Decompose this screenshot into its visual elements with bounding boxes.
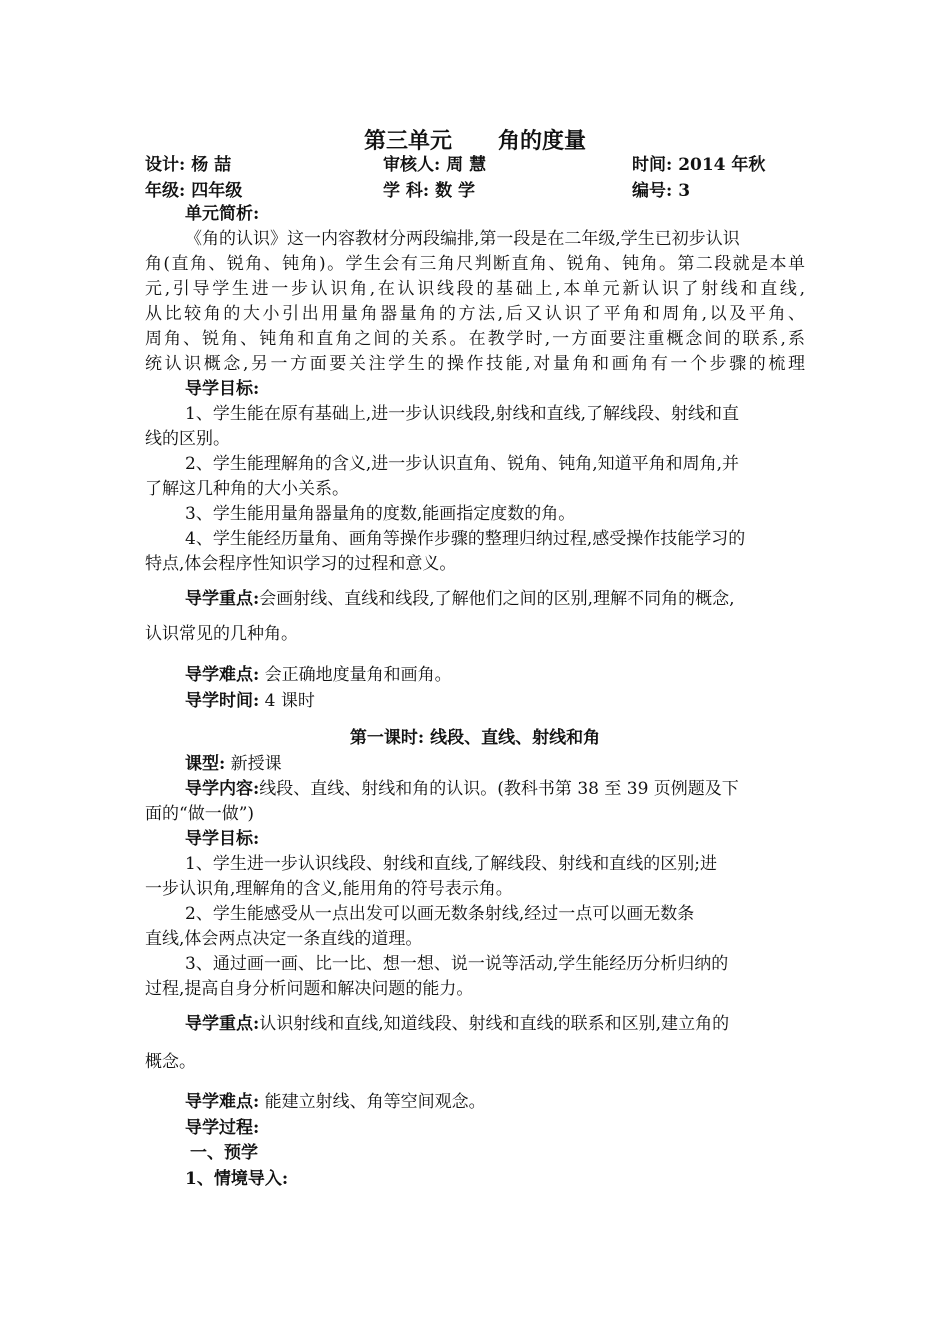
lesson-key bbox=[185, 1012, 729, 1036]
lesson-goal-line: 过程,提高自身分析问题和解决问题的能力。 bbox=[145, 979, 474, 999]
lesson-key-text-cont: 概念。 bbox=[145, 1052, 196, 1072]
unit-line: 角(直角、锐角、钝角)。学生会有三角尺判断直角、锐角、钝角。第二段就是本单 bbox=[145, 254, 805, 274]
time: 时间: 2014 年秋 bbox=[632, 155, 766, 175]
process-heading: 导学过程: bbox=[185, 1118, 260, 1138]
process-step-preview: 一、预学 bbox=[190, 1143, 258, 1163]
unit-line: 元,引导学生进一步认识角,在认识线段的基础上,本单元新认识了射线和直线, bbox=[145, 279, 805, 299]
unit-line: 周角、锐角、钝角和直角之间的关系。在教学时,一方面要注重概念间的联系,系 bbox=[145, 329, 805, 349]
lesson-title: 第一课时: 线段、直线、射线和角 bbox=[349, 728, 601, 748]
page-title: 第三单元 角的度量 bbox=[364, 128, 586, 154]
difficulty bbox=[185, 663, 452, 687]
process-step-intro: 1、情境导入: bbox=[185, 1169, 289, 1189]
unit-line: 统认识概念,另一方面要关注学生的操作技能,对量角和画角有一个步骤的梳理 bbox=[145, 354, 805, 374]
lesson-diff-label: 导学难点: bbox=[185, 1092, 260, 1112]
lesson-goal-line: 3、通过画一画、比一比、想一想、说一说等活动,学生能经历分析归纳的 bbox=[185, 954, 729, 974]
goal-line: 2、学生能理解角的含义,进一步认识直角、锐角、钝角,知道平角和周角,并 bbox=[185, 454, 740, 474]
lesson-type bbox=[185, 752, 282, 776]
goal-line: 线的区别。 bbox=[145, 429, 230, 449]
goal-line: 1、学生能在原有基础上,进一步认识线段,射线和直线,了解线段、射线和直 bbox=[185, 404, 740, 424]
key-point bbox=[185, 587, 735, 611]
goal-line: 3、学生能用量角器量角的度数,能画指定度数的角。 bbox=[185, 504, 576, 524]
duration bbox=[185, 689, 315, 713]
grade: 年级: 四年级 bbox=[145, 181, 243, 201]
key-text-cont: 认识常见的几种角。 bbox=[145, 624, 298, 644]
lesson-content bbox=[185, 777, 739, 801]
goal-line: 了解这几种角的大小关系。 bbox=[145, 479, 349, 499]
goals-heading: 导学目标: bbox=[185, 379, 260, 399]
goal-line: 4、学生能经历量角、画角等操作步骤的整理归纳过程,感受操作技能学习的 bbox=[185, 529, 746, 549]
subject: 学 科: 数 学 bbox=[383, 181, 476, 201]
content-text: 线段、直线、射线和角的认识。(教科书第 38 至 39 页例题及下 bbox=[259, 779, 739, 799]
lesson-goal-line: 1、学生进一步认识线段、射线和直线,了解线段、射线和直线的区别;进 bbox=[185, 854, 717, 874]
key-text: 会画射线、直线和线段,了解他们之间的区别,理解不同角的概念, bbox=[259, 589, 735, 609]
unit-line: 《角的认识》这一内容教材分两段编排,第一段是在二年级,学生已初步认识 bbox=[185, 229, 740, 249]
number: 编号: 3 bbox=[632, 181, 691, 201]
lesson-goal-line: 2、学生能感受从一点出发可以画无数条射线,经过一点可以画无数条 bbox=[185, 904, 695, 924]
duration-label: 导学时间: bbox=[185, 691, 260, 711]
lesson-goals-heading: 导学目标: bbox=[185, 829, 260, 849]
key-label: 导学重点: bbox=[185, 589, 260, 609]
lesson-goal-line: 一步认识角,理解角的含义,能用角的符号表示角。 bbox=[145, 879, 513, 899]
designer: 设计: 杨 喆 bbox=[145, 155, 232, 175]
goal-line: 特点,体会程序性知识学习的过程和意义。 bbox=[145, 554, 457, 574]
lesson-difficulty bbox=[185, 1090, 486, 1114]
lesson-goal-line: 直线,体会两点决定一条直线的道理。 bbox=[145, 929, 423, 949]
lesson-key-text: 认识射线和直线,知道线段、射线和直线的联系和区别,建立角的 bbox=[259, 1014, 730, 1034]
content-text-cont: 面的“做一做”) bbox=[145, 804, 255, 824]
type-text: 新授课 bbox=[225, 754, 282, 774]
lesson-diff-text: 能建立射线、角等空间观念。 bbox=[259, 1092, 486, 1112]
difficulty-text: 会正确地度量角和画角。 bbox=[259, 665, 452, 685]
unit-heading: 单元简析: bbox=[185, 204, 260, 224]
reviewer: 审核人: 周 慧 bbox=[383, 155, 487, 175]
lesson-key-label: 导学重点: bbox=[185, 1014, 260, 1034]
duration-text: 4 课时 bbox=[259, 691, 315, 711]
difficulty-label: 导学难点: bbox=[185, 665, 260, 685]
content-label: 导学内容: bbox=[185, 779, 260, 799]
unit-line: 从比较角的大小引出用量角器量角的方法,后又认识了平角和周角,以及平角、 bbox=[145, 304, 805, 324]
type-label: 课型: bbox=[185, 754, 226, 774]
